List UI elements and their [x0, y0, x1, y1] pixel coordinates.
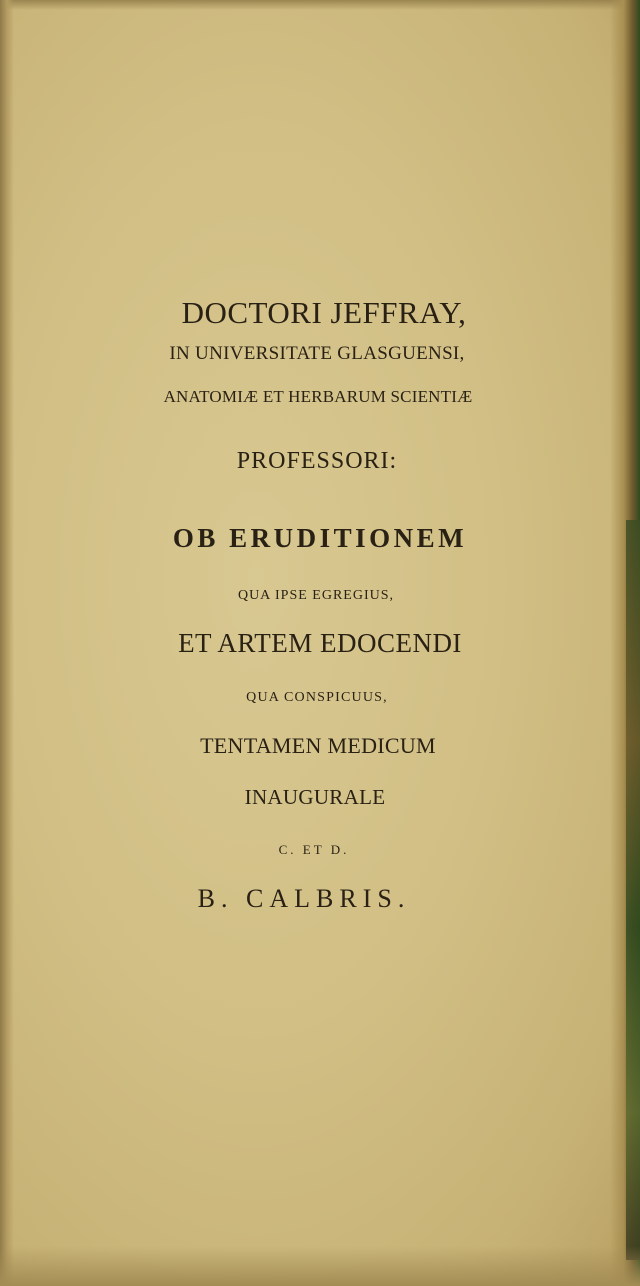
dedication-university: IN UNIVERSITATE GLASGUENSI,	[169, 343, 465, 364]
paper-bottom-edge	[0, 1246, 640, 1286]
dedication-reason-2: ET ARTEM EDOCENDI	[178, 628, 462, 658]
dedication-reason-2-detail: QUA CONSPICUUS,	[246, 690, 388, 705]
work-title-line-1: TENTAMEN MEDICUM	[200, 733, 436, 758]
author-signature-line: B. CALBRIS.	[197, 884, 411, 913]
dedication-subjects: ANATOMIÆ ET HERBARUM SCIENTIÆ	[163, 387, 473, 406]
work-title-line-2: INAUGURALE	[244, 785, 386, 809]
dedication-title: PROFESSORI:	[236, 448, 398, 474]
dedication-recipient: DOCTORI JEFFRAY,	[181, 295, 467, 330]
paper-top-edge	[0, 0, 640, 10]
dedication-reason-1-detail: QUA IPSE EGREGIUS,	[237, 588, 395, 603]
dedication-reason-1: OB ERUDITIONEM	[172, 523, 468, 553]
dedication-formula: C. ET D.	[278, 842, 350, 857]
